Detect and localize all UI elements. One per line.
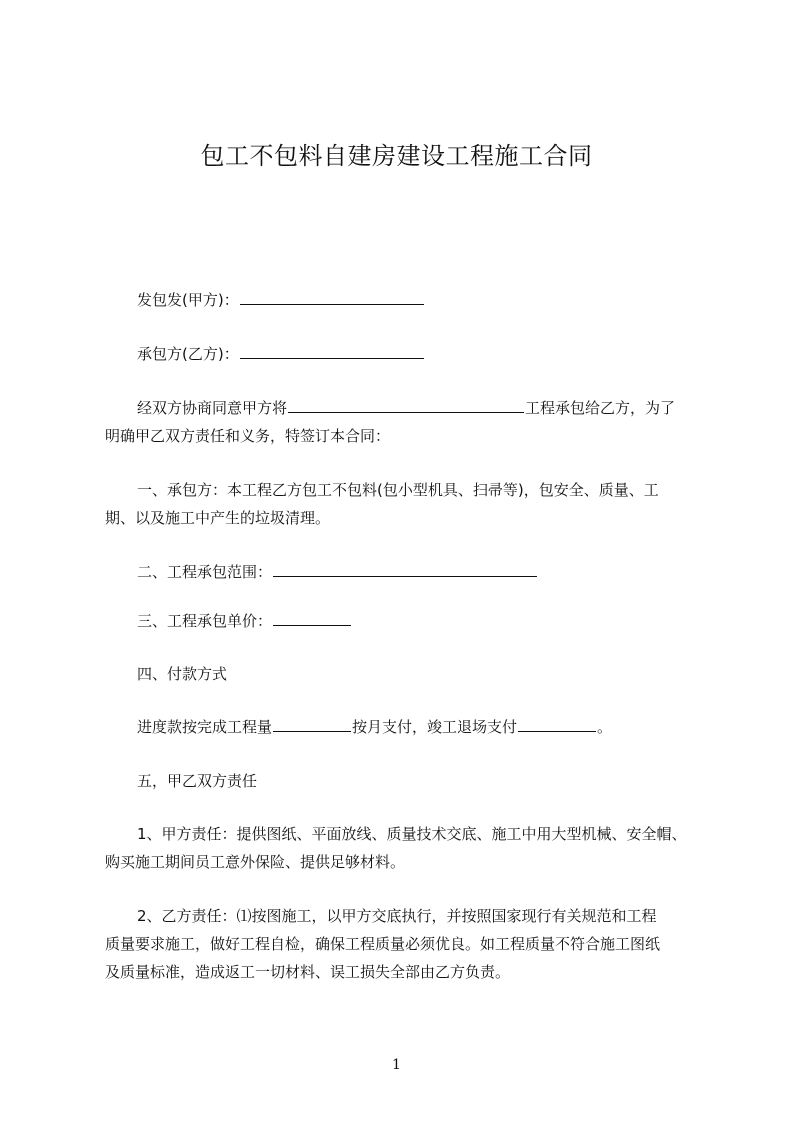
section1-line-2: 期、以及施工中产生的垃圾清理。 <box>105 509 331 527</box>
section2-line <box>137 558 757 586</box>
project-name-blank <box>288 396 524 413</box>
duty-a-line-1: 1、甲方责任：提供图纸、平面放线、质量技术交底、施工中用大型机械、安全帽、 <box>137 825 687 843</box>
scope-blank <box>273 560 537 577</box>
intro-line-1 <box>137 394 757 422</box>
duty-b-line-3: 及质量标准，造成返工一切材料、误工损失全部由乙方负责。 <box>105 963 511 981</box>
page-number: 1 <box>392 1057 401 1073</box>
section3-line <box>137 607 757 635</box>
section1-line-1: 一、承包方：本工程乙方包工不包料(包小型机具、扫帚等)，包安全、质量、工 <box>137 481 659 499</box>
intro-part1: 经双方协商同意甲方将 <box>137 399 288 417</box>
duty-a-line-2: 购买施工期间员工意外保险、提供足够材料。 <box>105 853 406 871</box>
section3-label: 三、工程承包单价： <box>137 612 273 630</box>
unit-price-blank <box>273 609 351 626</box>
party-b-blank <box>240 342 424 359</box>
party-a-label: 发包发(甲方)： <box>137 291 239 309</box>
payment-part3: 。 <box>597 718 613 736</box>
party-b-label: 承包方(乙方)： <box>137 345 239 363</box>
party-a-line <box>137 286 757 314</box>
payment-part1: 进度款按完成工程量 <box>137 718 273 736</box>
party-a-blank <box>240 288 424 305</box>
section4-title: 四、付款方式 <box>137 665 228 683</box>
progress-payment-blank <box>273 715 351 732</box>
section2-label: 二、工程承包范围： <box>137 563 273 581</box>
duty-b-line-1: 2、乙方责任：⑴按图施工，以甲方交底执行，并按照国家现行有关规范和工程 <box>137 907 657 925</box>
final-payment-blank <box>518 715 596 732</box>
duty-b-line-2: 质量要求施工，做好工程自检，确保工程质量必须优良。如工程质量不符合施工图纸 <box>105 935 661 953</box>
intro-part2: 工程承包给乙方，为了 <box>525 399 676 417</box>
party-b-line <box>137 340 757 368</box>
section5-title: 五，甲乙双方责任 <box>137 772 258 790</box>
payment-part2: 按月支付，竣工退场支付 <box>352 718 518 736</box>
payment-line <box>137 713 757 741</box>
intro-line-2: 明确甲乙双方责任和义务，特签订本合同： <box>105 427 391 445</box>
document-title: 包工不包料自建房建设工程施工合同 <box>200 142 593 170</box>
